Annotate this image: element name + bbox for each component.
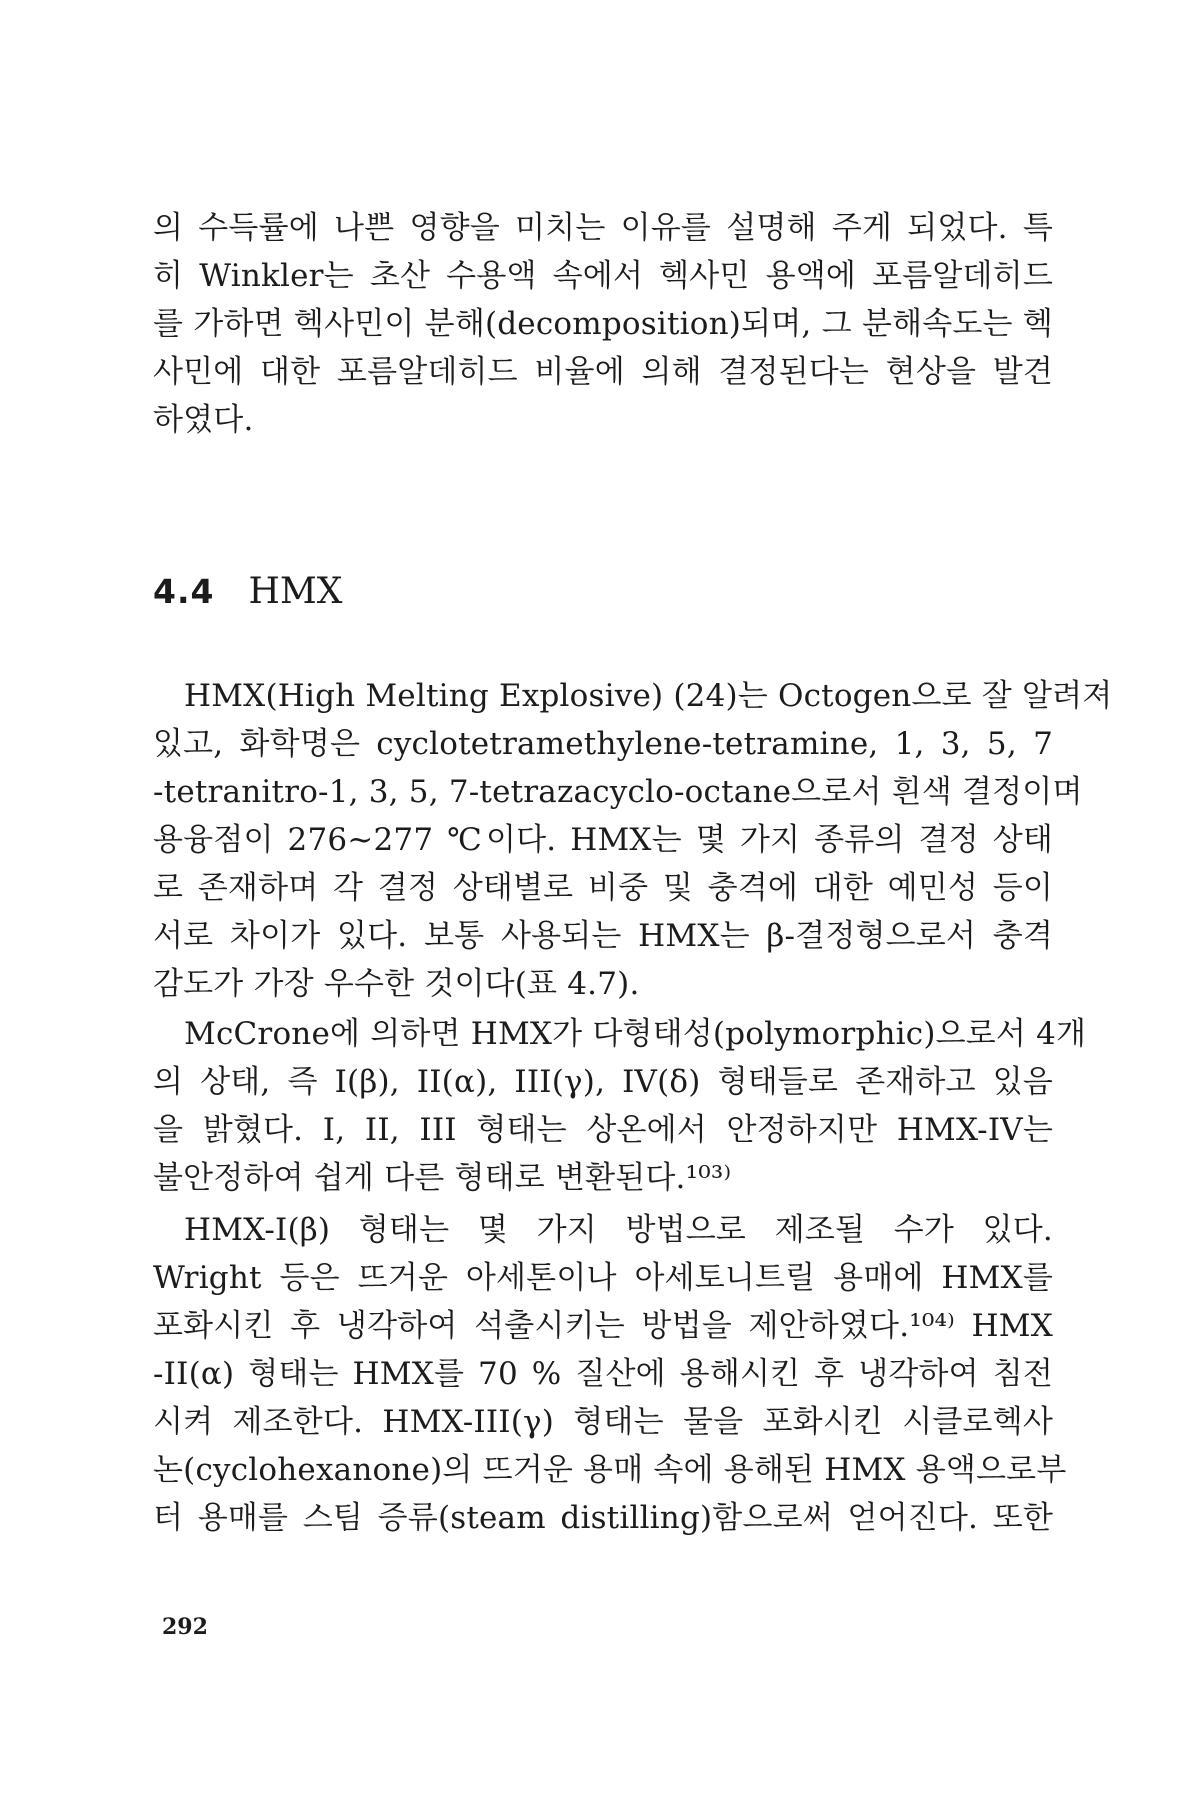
section-number: 4.4	[153, 572, 215, 611]
p2-line-1: McCrone에 의하면 HMX가 다형태성(polymorphic)으로서 4개	[184, 1016, 1087, 1052]
intro-line-2: 히 Winkler는 초산 수용액 속에서 헥사민 용액에 포름알데히드	[153, 258, 1053, 294]
p1-line-6: 서로 차이가 있다. 보통 사용되는 HMX는 β-결정형으로서 충격	[153, 918, 1053, 954]
section-heading	[153, 570, 342, 614]
p2-line-3: 을 밝혔다. I, II, III 형태는 상온에서 안정하지만 HMX-IV는	[153, 1112, 1053, 1148]
intro-line-3: 를 가하면 헥사민이 분해(decomposition)되며, 그 분해속도는 헥	[153, 306, 1053, 342]
p3-line-5: 시켜 제조한다. HMX-III(γ) 형태는 물을 포화시킨 시클로헥사	[153, 1404, 1053, 1440]
p3-line-1: HMX-I(β) 형태는 몇 가지 방법으로 제조될 수가 있다.	[184, 1212, 1053, 1248]
p1-line-2: 있고, 화학명은 cyclotetramethylene-tetramine, 1, 3, 5, 7	[153, 726, 1053, 762]
p2-line-2: 의 상태, 즉 I(β), II(α), III(γ), IV(δ) 형태들로 존재하고 있음	[153, 1064, 1053, 1100]
p3-line-2: Wright 등은 뜨거운 아세톤이나 아세토니트릴 용매에 HMX를	[153, 1260, 1053, 1296]
p1-line-3: -tetranitro-1, 3, 5, 7-tetrazacyclo-octane으로서 흰색 결정이며	[153, 774, 1083, 810]
p1-line-7: 감도가 가장 우수한 것이다(표 4.7).	[153, 966, 640, 1002]
p2-line-4: 불안정하여 쉽게 다른 형태로 변환된다.¹⁰³⁾	[153, 1160, 732, 1196]
p1-line-1: HMX(High Melting Explosive) (24)는 Octogen으로 잘 알려져	[184, 678, 1113, 714]
p3-line-6: 논(cyclohexanone)의 뜨거운 용매 속에 용해된 HMX 용액으로부	[153, 1452, 1067, 1488]
p1-line-4: 용융점이 276~277 ℃이다. HMX는 몇 가지 종류의 결정 상태	[153, 822, 1053, 858]
section-title: HMX	[248, 571, 343, 612]
intro-line-1: 의 수득률에 나쁜 영향을 미치는 이유를 설명해 주게 되었다. 특	[153, 210, 1053, 246]
p3-line-3: 포화시킨 후 냉각하여 석출시키는 방법을 제안하였다.¹⁰⁴⁾ HMX	[153, 1308, 1053, 1344]
intro-line-5: 하였다.	[153, 402, 254, 438]
intro-line-4: 사민에 대한 포름알데히드 비율에 의해 결정된다는 현상을 발견	[153, 354, 1053, 390]
p3-line-7: 터 용매를 스팀 증류(steam distilling)함으로써 얻어진다. 또한	[153, 1500, 1053, 1536]
page-number: 292	[162, 1614, 208, 1640]
p1-line-5: 로 존재하며 각 결정 상태별로 비중 및 충격에 대한 예민성 등이	[153, 870, 1053, 906]
p3-line-4: -II(α) 형태는 HMX를 70 % 질산에 용해시킨 후 냉각하여 침전	[153, 1356, 1053, 1392]
